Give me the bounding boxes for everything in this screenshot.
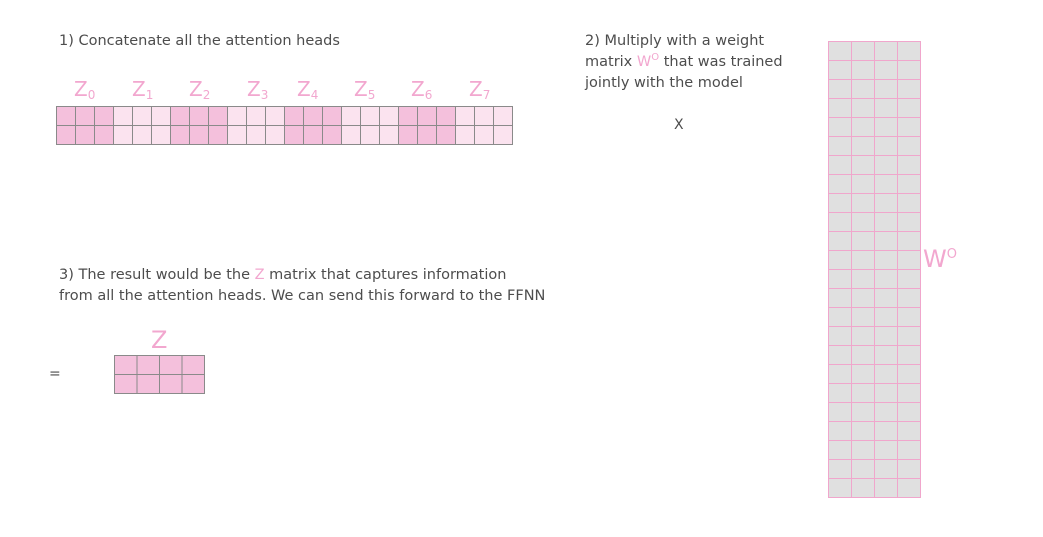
weight-matrix-cell — [852, 42, 875, 61]
weight-matrix-cell — [829, 460, 852, 479]
concat-matrix-cell — [57, 107, 76, 126]
weight-matrix-cell — [852, 308, 875, 327]
weight-matrix-cell — [875, 80, 898, 99]
weight-matrix-cell — [898, 137, 921, 156]
concat-matrix-cell — [266, 107, 285, 126]
concat-matrix-cell — [304, 107, 323, 126]
concat-matrix-cell — [437, 107, 456, 126]
head-label-z5: $Z_5$ — [354, 77, 376, 102]
concat-matrix-cell — [456, 107, 475, 126]
weight-matrix-cell — [852, 460, 875, 479]
head-label-z6: $Z_6$ — [411, 77, 433, 102]
concat-matrix-cell — [171, 126, 190, 145]
concat-matrix-cell — [266, 126, 285, 145]
weight-matrix-cell — [852, 99, 875, 118]
weight-matrix-cell — [852, 61, 875, 80]
weight-matrix-cell — [829, 384, 852, 403]
weight-matrix-cell — [898, 365, 921, 384]
weight-matrix-cell — [898, 479, 921, 498]
weight-matrix-cell — [875, 42, 898, 61]
weight-matrix-cell — [829, 137, 852, 156]
weight-matrix-cell — [898, 289, 921, 308]
concat-matrix-cell — [285, 126, 304, 145]
head-label-z7: $Z_7$ — [469, 77, 491, 102]
weight-matrix-cell — [875, 460, 898, 479]
weight-matrix-cell — [875, 99, 898, 118]
concat-matrix-cell — [247, 107, 266, 126]
step1-text: 1) Concatenate all the attention heads — [59, 33, 340, 49]
result-matrix — [114, 355, 206, 395]
concat-matrix-cell — [76, 107, 95, 126]
wo-inline-symbol: $W^O$ — [636, 52, 660, 70]
weight-matrix-cell — [829, 308, 852, 327]
result-matrix-cell — [182, 375, 205, 394]
weight-matrix-cell — [829, 213, 852, 232]
weight-matrix-cell — [829, 156, 852, 175]
concat-matrix-cell — [190, 107, 209, 126]
concat-matrix-cell — [190, 126, 209, 145]
concat-matrix-cell — [323, 107, 342, 126]
weight-matrix-cell — [898, 270, 921, 289]
weight-matrix-cell — [875, 61, 898, 80]
weight-matrix-cell — [852, 251, 875, 270]
weight-matrix-cell — [875, 232, 898, 251]
weight-matrix-cell — [829, 61, 852, 80]
weight-matrix-cell — [829, 346, 852, 365]
concat-matrix-cell — [57, 126, 76, 145]
weight-matrix-cell — [875, 251, 898, 270]
concat-matrix-cell — [361, 107, 380, 126]
weight-matrix-cell — [898, 156, 921, 175]
weight-matrix-cell — [852, 346, 875, 365]
result-matrix-cell — [115, 375, 138, 394]
step2-text — [585, 31, 783, 94]
weight-matrix-cell — [852, 289, 875, 308]
concat-matrix-cell — [152, 126, 171, 145]
step2-line1: 2) Multiply with a weight — [585, 33, 765, 49]
step3-text — [59, 265, 545, 307]
weight-matrix-cell — [829, 479, 852, 498]
z-inline-symbol: Z — [254, 267, 265, 283]
concat-matrix — [56, 106, 514, 146]
weight-matrix-cell — [852, 137, 875, 156]
weight-matrix-cell — [875, 289, 898, 308]
weight-matrix-cell — [852, 365, 875, 384]
weight-matrix-cell — [898, 308, 921, 327]
weight-matrix-cell — [829, 251, 852, 270]
concat-matrix-cell — [209, 107, 228, 126]
concat-matrix-cell — [475, 107, 494, 126]
concat-matrix-cell — [95, 126, 114, 145]
head-label-z4: $Z_4$ — [297, 77, 319, 102]
concat-matrix-cell — [456, 126, 475, 145]
concat-matrix-cell — [228, 107, 247, 126]
weight-matrix-cell — [898, 194, 921, 213]
weight-matrix-cell — [829, 175, 852, 194]
weight-matrix-cell — [829, 270, 852, 289]
concat-matrix-cell — [399, 107, 418, 126]
result-matrix-label: Z — [151, 326, 168, 354]
result-matrix-cell — [137, 356, 160, 375]
concat-matrix-cell — [418, 126, 437, 145]
result-matrix-cell — [182, 356, 205, 375]
weight-matrix-cell — [898, 232, 921, 251]
weight-matrix-cell — [898, 460, 921, 479]
weight-matrix-cell — [852, 118, 875, 137]
weight-matrix-cell — [898, 213, 921, 232]
weight-matrix-cell — [852, 384, 875, 403]
weight-matrix-cell — [875, 422, 898, 441]
weight-matrix-cell — [829, 80, 852, 99]
concat-matrix-cell — [76, 126, 95, 145]
weight-matrix-cell — [875, 384, 898, 403]
result-matrix-cell — [137, 375, 160, 394]
concat-matrix-cell — [209, 126, 228, 145]
concat-matrix-cell — [399, 126, 418, 145]
weight-matrix-cell — [852, 422, 875, 441]
weight-matrix-cell — [852, 327, 875, 346]
weight-matrix-cell — [829, 118, 852, 137]
weight-matrix-label: $W^O$ — [923, 245, 957, 273]
weight-matrix — [828, 41, 922, 499]
weight-matrix-cell — [875, 441, 898, 460]
concat-matrix-cell — [342, 126, 361, 145]
weight-matrix-cell — [852, 175, 875, 194]
weight-matrix-cell — [898, 251, 921, 270]
concat-matrix-cell — [171, 107, 190, 126]
weight-matrix-cell — [852, 403, 875, 422]
weight-matrix-cell — [898, 175, 921, 194]
weight-matrix-cell — [852, 232, 875, 251]
step3-line2: from all the attention heads. We can send this forward to the FFNN — [59, 288, 546, 304]
concat-matrix-cell — [304, 126, 323, 145]
weight-matrix-cell — [875, 346, 898, 365]
weight-matrix-cell — [852, 213, 875, 232]
concat-matrix-cell — [133, 107, 152, 126]
concat-matrix-cell — [114, 107, 133, 126]
weight-matrix-cell — [898, 61, 921, 80]
weight-matrix-cell — [829, 232, 852, 251]
concat-matrix-cell — [342, 107, 361, 126]
weight-matrix-cell — [829, 327, 852, 346]
concat-matrix-cell — [494, 107, 513, 126]
weight-matrix-cell — [829, 365, 852, 384]
head-label-z2: $Z_2$ — [189, 77, 211, 102]
weight-matrix-cell — [829, 42, 852, 61]
weight-matrix-cell — [829, 289, 852, 308]
weight-matrix-cell — [898, 80, 921, 99]
weight-matrix-cell — [898, 384, 921, 403]
weight-matrix-cell — [898, 422, 921, 441]
weight-matrix-cell — [875, 118, 898, 137]
weight-matrix-cell — [852, 80, 875, 99]
concat-matrix-cell — [437, 126, 456, 145]
step3-line1: 3) The result would be the Z matrix that captures information — [59, 267, 507, 283]
weight-matrix-cell — [875, 327, 898, 346]
weight-matrix-cell — [875, 479, 898, 498]
result-matrix-cell — [160, 375, 183, 394]
result-matrix-cell — [160, 356, 183, 375]
concat-matrix-cell — [361, 126, 380, 145]
concat-matrix-cell — [380, 126, 399, 145]
head-label-z0: $Z_0$ — [74, 77, 96, 102]
concat-matrix-cell — [323, 126, 342, 145]
weight-matrix-cell — [898, 346, 921, 365]
concat-matrix-cell — [114, 126, 133, 145]
weight-matrix-cell — [829, 403, 852, 422]
weight-matrix-cell — [875, 270, 898, 289]
weight-matrix-cell — [875, 308, 898, 327]
weight-matrix-cell — [852, 270, 875, 289]
weight-matrix-cell — [875, 194, 898, 213]
step2-line2: matrix $W^O$ that was trained — [585, 52, 783, 70]
weight-matrix-cell — [829, 99, 852, 118]
weight-matrix-cell — [852, 156, 875, 175]
concat-matrix-cell — [380, 107, 399, 126]
concat-matrix-cell — [152, 107, 171, 126]
weight-matrix-cell — [898, 118, 921, 137]
weight-matrix-cell — [875, 403, 898, 422]
weight-matrix-cell — [875, 175, 898, 194]
weight-matrix-cell — [852, 194, 875, 213]
weight-matrix-cell — [898, 99, 921, 118]
weight-matrix-cell — [898, 403, 921, 422]
head-label-z1: $Z_1$ — [132, 77, 154, 102]
concat-matrix-cell — [247, 126, 266, 145]
weight-matrix-cell — [875, 156, 898, 175]
concat-matrix-cell — [228, 126, 247, 145]
times-symbol: X — [674, 117, 684, 133]
result-matrix-cell — [115, 356, 138, 375]
head-label-z3: $Z_3$ — [247, 77, 269, 102]
concat-matrix-cell — [133, 126, 152, 145]
concat-matrix-cell — [95, 107, 114, 126]
weight-matrix-cell — [875, 137, 898, 156]
concat-matrix-cell — [285, 107, 304, 126]
weight-matrix-cell — [829, 194, 852, 213]
weight-matrix-cell — [875, 365, 898, 384]
concat-matrix-cell — [475, 126, 494, 145]
weight-matrix-cell — [829, 422, 852, 441]
weight-matrix-cell — [829, 441, 852, 460]
weight-matrix-cell — [875, 213, 898, 232]
equals-symbol: = — [49, 366, 61, 382]
weight-matrix-cell — [852, 479, 875, 498]
concat-matrix-cell — [494, 126, 513, 145]
concat-matrix-cell — [418, 107, 437, 126]
weight-matrix-cell — [898, 327, 921, 346]
weight-matrix-cell — [898, 441, 921, 460]
weight-matrix-cell — [852, 441, 875, 460]
step2-line3: jointly with the model — [585, 75, 743, 91]
weight-matrix-cell — [898, 42, 921, 61]
